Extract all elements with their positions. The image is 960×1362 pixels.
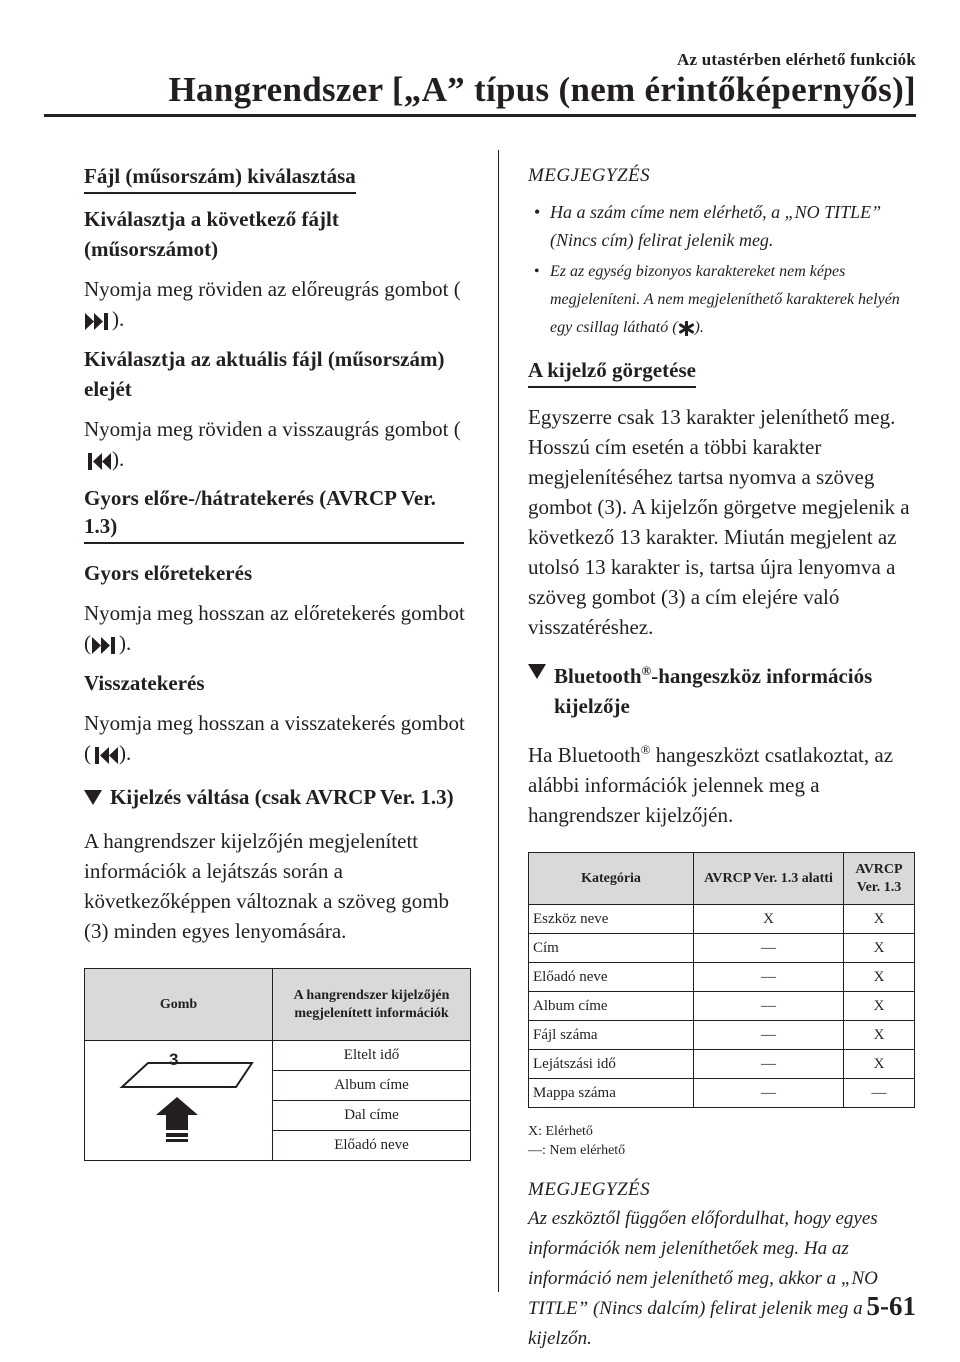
table-row: Fájl száma — X [529,1021,915,1050]
rewind-text: Nyomja meg hosszan a visszatekerés gombot ( ). [84,711,465,765]
page-title: Hangrendszer [„A” típus (nem érintőképernyős)] [168,70,916,109]
heading-fast-forward-rewind: Gyors előre-/hátratekerés (AVRCP Ver. 1.3) [84,484,464,544]
current-file-text: Nyomja meg röviden a visszaugrás gombot ( ). [84,417,461,471]
note-1-title: MEGJEGYZÉS [528,165,651,186]
table-row: Mappa száma — — [529,1079,915,1108]
button-info-table [84,968,471,1161]
subheading-current-file: Kiválasztja az aktuális fájl (műsorszám) elejét [84,347,445,401]
next-file-text: Nyomja meg röviden az előreugrás gombot ( ). [84,277,461,331]
subheading-next-file: Kiválasztja a következő fájlt (műsorszámot) [84,207,339,261]
table-row: Eltelt idő [273,1041,471,1071]
header-rule [44,114,916,117]
note-1-item: • Ez az egység bizonyos karaktereket nem képes megjeleníteni. A nem megjeleníthető karakterek helyén egy csillag látható ( ). [534,263,900,336]
legend-unavailable: —: Nem elérhető [528,1143,626,1158]
heading-display-scroll: A kijelző görgetése [528,356,696,388]
page-number: 5-61 [866,1291,916,1321]
note-2-title: MEGJEGYZÉS [528,1179,651,1200]
triangle-bullet-icon [84,790,102,805]
subheading-rewind: Visszatekerés [84,671,205,695]
heading-bluetooth-info: Bluetooth®-hangeszköz információs kijelzője [528,656,920,721]
heading-file-select: Fájl (műsorszám) kiválasztása [84,162,356,194]
display-switch-text: A hangrendszer kijelzőjén megjelenített információk a lejátszás során a következőképpen változnak a szöveg gomb (3) minden egyes lenyomására. [84,829,450,943]
column-divider [498,150,499,1292]
bluetooth-info-text: Ha Bluetooth® hangeszközt csatlakoztat, az alábbi információk jelennek meg a hangrendszer kijelzőjén. [528,742,894,827]
table-header-info: A hangrendszer kijelzőjén megjelenített információk [273,969,471,1041]
note-1-item: • Ha a szám címe nem elérhető, a „NO TITLE” (Nincs cím) felirat jelenik meg. [534,202,882,250]
table-row: Eszköz neve X X [529,905,915,934]
table-row: Előadó neve — X [529,963,915,992]
skip-back-icon [92,747,118,764]
heading-display-switch: Kijelzés váltása (csak AVRCP Ver. 1.3) [84,782,474,812]
skip-back-icon [85,453,111,470]
skip-forward-icon [92,637,118,654]
skip-forward-icon [85,313,111,330]
note-2-text: Az eszköztől függően előfordulhat, hogy egyes információk nem jeleníthetőek meg. Ha az információ nem jeleníthető meg, akkor a „NO TITLE” (Nincs dalcím) felirat jelenik meg a kijelzőn. [528,1208,878,1349]
table-header-category: Kategória [529,853,694,905]
table-row: Lejátszási idő — X [529,1050,915,1079]
subheading-fast-forward: Gyors előretekerés [84,561,253,585]
section-label: Az utastérben elérhető funkciók [677,50,916,69]
table-row: Album címe [273,1071,471,1101]
left-column [84,162,474,1161]
fast-forward-text: Nyomja meg hosszan az előretekerés gombot ( ). [84,601,465,655]
button-3-illustration [85,1041,273,1161]
table-row: Album címe — X [529,992,915,1021]
table-header-button: Gomb [85,969,273,1041]
table-row: Dal címe [273,1101,471,1131]
bluetooth-info-table [528,852,915,1108]
scroll-text: Egyszerre csak 13 karakter jeleníthető meg. Hosszú cím esetén a többi karakter megjelenítéséhez tartsa nyomva a szöveg gombot (3). A kijelzőn görgetve megjelenik a következő 13 karakter. Miután megjelent az utolsó 13 karakter is, tartsa újra lenyomva a szöveg gombot (3) a cím elejére való visszatéréshez. [528,405,910,639]
asterisk-icon [679,321,694,336]
legend-available: X: Elérhető [528,1124,593,1139]
table-row: Cím — X [529,934,915,963]
table-header-ver-1-3: AVRCP Ver. 1.3 [844,853,915,905]
table-header-below-1-3: AVRCP Ver. 1.3 alatti [694,853,844,905]
table-row: Előadó neve [273,1131,471,1161]
triangle-bullet-icon [528,664,546,679]
button-3-label: 3 [169,1050,179,1069]
right-column [528,162,920,1354]
